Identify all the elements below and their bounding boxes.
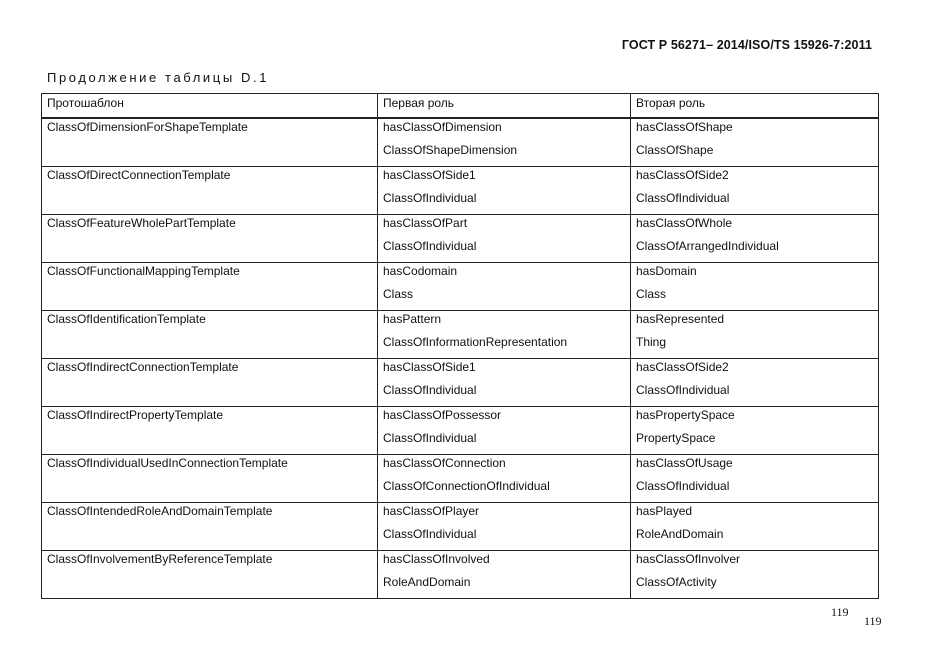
second-role-name: hasClassOfInvolver	[636, 551, 741, 566]
second-role-type: ClassOfIndividual	[636, 190, 730, 205]
first-role-type: ClassOfInformationRepresentation	[383, 334, 568, 349]
template-name: ClassOfIdentificationTemplate	[47, 311, 206, 326]
template-cell	[42, 550, 378, 598]
second-role-type: ClassOfArrangedIndividual	[636, 238, 779, 253]
second-role-cell	[631, 550, 879, 598]
first-role-cell	[378, 502, 631, 550]
template-cell	[42, 454, 378, 502]
second-role-name: hasDomain	[636, 263, 697, 278]
first-role-type: ClassOfIndividual	[383, 430, 477, 445]
first-role-type: ClassOfShapeDimension	[383, 142, 518, 157]
column-header-second-role: Вторая роль	[631, 94, 879, 118]
second-role-name: hasRepresented	[636, 311, 725, 326]
template-cell	[42, 118, 378, 167]
template-cell	[42, 358, 378, 406]
page-number: 119	[831, 605, 849, 619]
table-row	[42, 214, 879, 262]
table-row	[42, 166, 879, 214]
document-standard-header: ГОСТ Р 56271– 2014/ISO/TS 15926-7:2011	[621, 38, 872, 52]
first-role-cell	[378, 358, 631, 406]
second-role-name: hasClassOfWhole	[636, 215, 733, 230]
template-name: ClassOfDirectConnectionTemplate	[47, 167, 231, 182]
first-role-name: hasClassOfPart	[383, 215, 468, 230]
column-header-first-role: Первая роль	[378, 94, 631, 118]
table-row	[42, 406, 879, 454]
first-role-cell	[378, 166, 631, 214]
template-cell	[42, 214, 378, 262]
first-role-type: ClassOfIndividual	[383, 382, 477, 397]
first-role-type: ClassOfIndividual	[383, 526, 477, 541]
second-role-type: RoleAndDomain	[636, 526, 724, 541]
first-role-name: hasClassOfSide1	[383, 167, 476, 182]
first-role-cell	[378, 454, 631, 502]
template-name: ClassOfIntendedRoleAndDomainTemplate	[47, 503, 273, 518]
second-role-cell	[631, 454, 879, 502]
first-role-type: ClassOfConnectionOfIndividual	[383, 478, 550, 493]
first-role-cell	[378, 406, 631, 454]
second-role-type: ClassOfIndividual	[636, 478, 730, 493]
first-role-type: ClassOfIndividual	[383, 238, 477, 253]
second-role-type: ClassOfActivity	[636, 574, 717, 589]
table-continuation-caption: Продолжение таблицы D.1	[47, 70, 270, 85]
first-role-name: hasClassOfDimension	[383, 119, 502, 134]
template-name: ClassOfInvolvementByReferenceTemplate	[47, 551, 273, 566]
first-role-cell	[378, 262, 631, 310]
table-row	[42, 502, 879, 550]
first-role-name: hasClassOfPlayer	[383, 503, 480, 518]
second-role-cell	[631, 358, 879, 406]
template-cell	[42, 502, 378, 550]
template-name: ClassOfFunctionalMappingTemplate	[47, 263, 240, 278]
table-row	[42, 550, 879, 598]
first-role-name: hasPattern	[383, 311, 442, 326]
first-role-cell	[378, 550, 631, 598]
first-role-name: hasClassOfPossessor	[383, 407, 502, 422]
template-name: ClassOfIndirectPropertyTemplate	[47, 407, 224, 422]
second-role-cell	[631, 502, 879, 550]
second-role-cell	[631, 118, 879, 167]
second-role-cell	[631, 214, 879, 262]
second-role-cell	[631, 166, 879, 214]
first-role-cell	[378, 214, 631, 262]
second-role-name: hasPropertySpace	[636, 407, 735, 422]
second-role-cell	[631, 262, 879, 310]
template-cell	[42, 406, 378, 454]
second-role-type: Class	[636, 286, 667, 301]
template-name: ClassOfDimensionForShapeTemplate	[47, 119, 248, 134]
second-role-name: hasClassOfSide2	[636, 167, 729, 182]
second-role-cell	[631, 310, 879, 358]
first-role-type: Class	[383, 286, 414, 301]
second-role-name: hasPlayed	[636, 503, 693, 518]
template-name: ClassOfFeatureWholePartTemplate	[47, 215, 236, 230]
page-number-duplicate: 119	[864, 614, 882, 628]
second-role-type: ClassOfIndividual	[636, 382, 730, 397]
second-role-name: hasClassOfShape	[636, 119, 733, 134]
second-role-type: ClassOfShape	[636, 142, 714, 157]
column-header-protopattern: Протошаблон	[42, 94, 378, 118]
first-role-cell	[378, 118, 631, 167]
second-role-cell	[631, 406, 879, 454]
second-role-name: hasClassOfSide2	[636, 359, 729, 374]
table-header-row	[42, 94, 879, 118]
template-cell	[42, 310, 378, 358]
first-role-type: ClassOfIndividual	[383, 190, 477, 205]
first-role-name: hasCodomain	[383, 263, 458, 278]
table-row	[42, 118, 879, 167]
template-cell	[42, 166, 378, 214]
table-row	[42, 454, 879, 502]
template-cell	[42, 262, 378, 310]
first-role-name: hasClassOfConnection	[383, 455, 506, 470]
template-name: ClassOfIndividualUsedInConnectionTemplate	[47, 455, 288, 470]
first-role-name: hasClassOfInvolved	[383, 551, 490, 566]
template-name: ClassOfIndirectConnectionTemplate	[47, 359, 239, 374]
second-role-type: Thing	[636, 334, 667, 349]
second-role-type: PropertySpace	[636, 430, 716, 445]
first-role-cell	[378, 310, 631, 358]
second-role-name: hasClassOfUsage	[636, 455, 733, 470]
first-role-name: hasClassOfSide1	[383, 359, 476, 374]
table-row	[42, 358, 879, 406]
protopattern-roles-table	[41, 93, 879, 599]
table-row	[42, 262, 879, 310]
first-role-type: RoleAndDomain	[383, 574, 471, 589]
table-row	[42, 310, 879, 358]
